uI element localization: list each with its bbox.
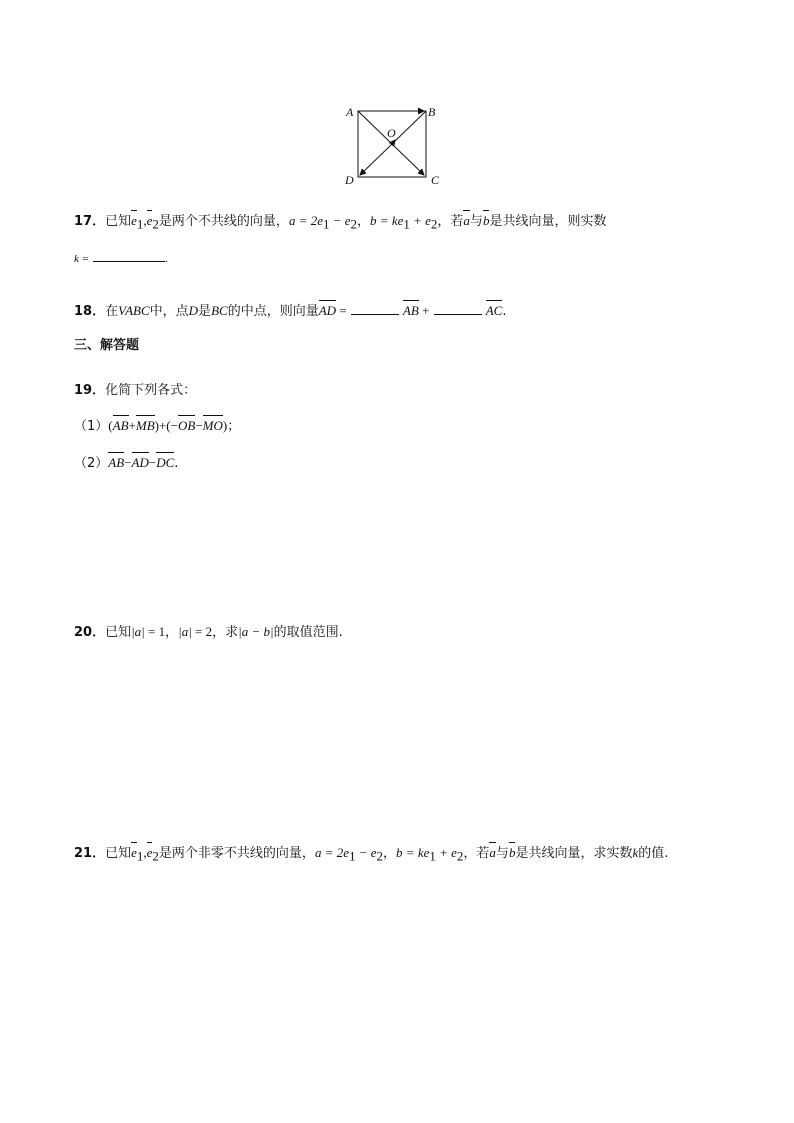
question-18: 18．在VABC中，点D是BC的中点，则向量AD = AB + AC. [74,303,507,319]
answer-blank-2[interactable] [434,302,482,315]
question-number: 20． [74,625,106,640]
text: 是两个不共线的向量， [158,214,289,229]
vector-e2: e [146,845,153,860]
vector-ab: AB [108,455,125,470]
vector-ab: AB [112,418,129,433]
vector-e1: e [131,845,137,860]
k-label: k = [74,253,90,265]
question-number: 18． [74,304,106,319]
vector-ab: AB [402,303,419,318]
label-a: A [346,105,354,119]
vector-a: a [463,213,470,228]
question-21: 21．已知$e_1,e_2$是两个非零不共线的向量，$a = 2e_1 - e_2$，$b = ke_1 + e_2$，若a与b是共线向量，求实数k的值. [74,845,669,864]
vector-e1: e [131,213,137,228]
label-b: B [428,105,436,119]
question-17-answer: k = . [74,249,168,265]
question-number: 21． [74,846,106,861]
expr-a: a = 2e [314,845,349,860]
label-d: D [345,173,354,187]
question-19-part-2: （2）AB−AD−DC. [74,455,179,471]
question-number: 19． [74,383,106,398]
vector-dc: DC [156,455,175,470]
question-20: 20．已知|a| = 1，|a| = 2，求|a − b|的取值范围. [74,624,343,640]
triangle-abc: VABC [118,303,150,318]
expr-b: b = ke [396,845,430,860]
answer-blank-1[interactable] [351,302,399,315]
text: 已知 [105,214,132,229]
vector-b: b [508,845,516,860]
question-title: 化简下列各式： [105,383,197,398]
diagonal-ac [358,111,424,175]
abs-a-2: |a| [178,624,192,639]
vector-mb: MB [135,418,155,433]
vector-ob: OB [177,418,196,433]
question-number: 17． [74,214,106,229]
vector-a: a [489,845,496,860]
vector-ac: AC [485,303,503,318]
vector-e2: e [146,213,153,228]
answer-blank[interactable] [93,249,165,262]
section-heading: 三、解答题 [74,338,140,353]
expr-b: b = ke [370,213,404,228]
question-19-part-1: （1）(AB+MB)+(−OB−MO)； [74,418,241,434]
vector-ad: AD [318,303,337,318]
vector-ad: AD [131,455,149,470]
square-diagram [340,100,450,190]
expr-a: a = 2e [288,213,323,228]
label-c: C [431,173,440,187]
abs-a: |a| [131,624,145,639]
abs-a-minus-b: |a − b| [238,624,274,639]
vector-mo: MO [202,418,223,433]
question-19 [74,379,196,398]
vector-b: b [482,213,490,228]
question-17: 17．已知$e_1,e_2$是两个不共线的向量，$a = 2e_1 - e_2$，$b = ke_1 + e_2$，若a与b是共线向量，则实数 [74,213,607,232]
label-o: O [387,126,396,140]
